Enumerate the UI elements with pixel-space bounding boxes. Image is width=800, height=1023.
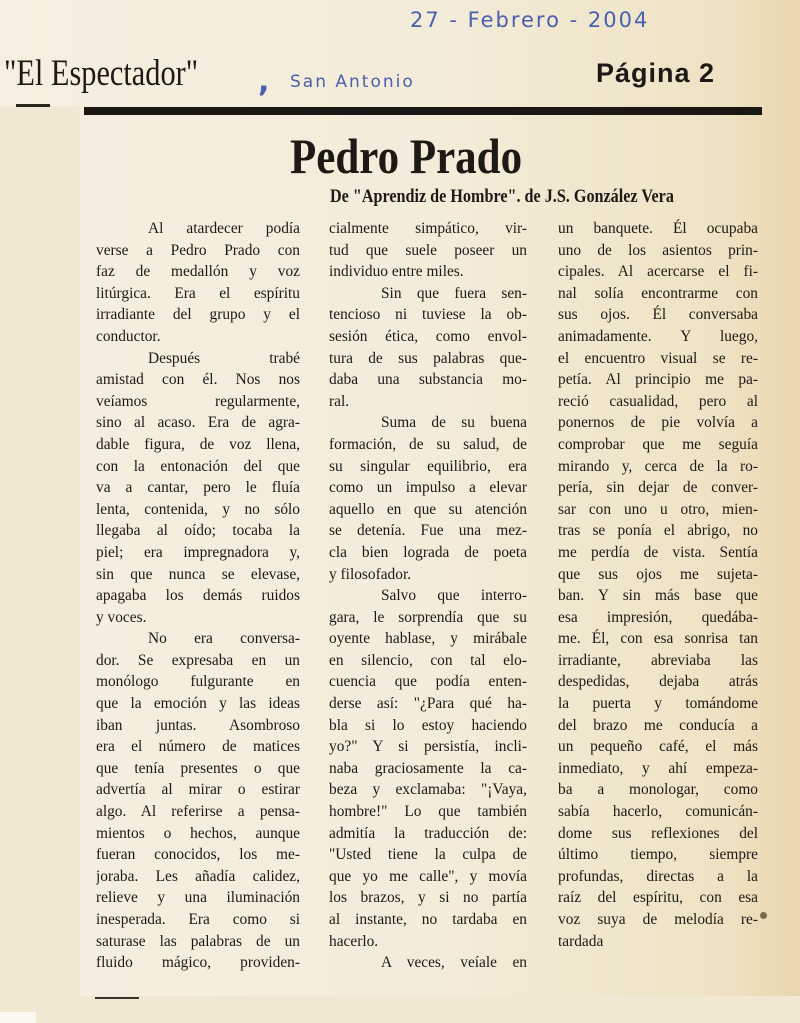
article-line: verse a Pedro Prado con bbox=[96, 241, 300, 259]
article-line: un pequeño café, el más bbox=[558, 738, 758, 756]
article-line: que sus ojos me sujeta- bbox=[558, 565, 758, 583]
article-line: hacerlo. bbox=[329, 932, 379, 950]
article-line: voz suya de melodía re- bbox=[558, 911, 758, 928]
article-line: al instante, no tardaba en bbox=[329, 911, 527, 928]
article-line: Sin que fuera sen- bbox=[381, 284, 527, 302]
article-column-2 bbox=[329, 218, 527, 974]
article-line: A veces, veíale en bbox=[381, 954, 527, 972]
article-line: del brazo me conducía a bbox=[558, 716, 758, 734]
article-line: tras se ponía el abrigo, no bbox=[558, 522, 758, 540]
margin-dash bbox=[16, 104, 50, 107]
article-line: algo. Al referirse a pensa- bbox=[96, 803, 300, 821]
article-line: ral. bbox=[329, 392, 350, 410]
article-line: irradiante del grupo y el bbox=[96, 306, 300, 324]
article-line: como un impulso a elevar bbox=[329, 479, 527, 497]
article-line: uno de los asientos prin- bbox=[558, 241, 758, 259]
article-column-1 bbox=[96, 218, 300, 974]
article-line: nal solía encontrarme con bbox=[558, 284, 758, 302]
article-title: Pedro Prado bbox=[290, 128, 523, 184]
article-line: Suma de su buena bbox=[381, 414, 527, 432]
article-line: sabía hacerlo, comunicán- bbox=[558, 803, 758, 821]
article-line: cuencia que podía enten- bbox=[329, 673, 527, 691]
article-line: tardada bbox=[558, 932, 604, 950]
article-line: fluido mágico, providen- bbox=[96, 954, 300, 972]
article-column-3 bbox=[558, 218, 758, 952]
newspaper-name: "El Espectador" bbox=[4, 53, 199, 94]
article-line: último tiempo, siempre bbox=[558, 846, 758, 864]
article-line: los brazos, y si no partía bbox=[329, 889, 527, 907]
article-byline: De "Aprendiz de Hombre". de J.S. González Vera bbox=[330, 186, 674, 207]
article-line: mientos o hechos, aunque bbox=[96, 824, 300, 842]
article-line: litúrgica. Era el espíritu bbox=[96, 284, 300, 302]
article-line: veíamos regularmente, bbox=[96, 392, 300, 410]
article-line: oyente hablase, y mirábale bbox=[329, 630, 527, 648]
article-line: va a cantar, pero le fluía bbox=[96, 479, 300, 497]
article-line: admitía la traducción de: bbox=[329, 824, 527, 842]
article-line: despedidas, dejaba atrás bbox=[558, 673, 758, 691]
article-line: cipales. Al acercarse el fi- bbox=[558, 263, 758, 281]
handwritten-comma: , bbox=[258, 64, 271, 99]
article-line: Después trabé bbox=[148, 349, 300, 367]
article-line: advertía al mirar o estirar bbox=[96, 781, 300, 799]
article-line: un banquete. Él ocupaba bbox=[558, 220, 758, 237]
article-line: sesión ética, como envol- bbox=[329, 327, 527, 345]
article-line: ban. Y sin más base que bbox=[558, 587, 758, 605]
scan-margin-bottom bbox=[0, 996, 800, 1023]
article-line: gara, le sorprendía que su bbox=[329, 608, 527, 626]
article-line: cialmente simpático, vir- bbox=[329, 220, 527, 237]
article-line: apagaba los demás ruidos bbox=[96, 587, 300, 605]
article-line: mirando y, cerca de la ro- bbox=[558, 457, 758, 475]
article-line: formación, de su salud, de bbox=[329, 435, 527, 453]
article-line: y filosofador. bbox=[329, 565, 412, 583]
article-line: en silencio, con tal elo- bbox=[329, 651, 527, 669]
article-line: yo?" Y si persistía, incli- bbox=[329, 738, 527, 756]
article-line: saturase las palabras de un bbox=[96, 932, 300, 950]
article-line: aquello en que su atención bbox=[329, 500, 527, 518]
article-line: daba una substancia mo- bbox=[329, 371, 527, 389]
article-line: esa impresión, quedába- bbox=[558, 608, 758, 626]
article-line: sino al acaso. Era de agra- bbox=[96, 414, 300, 432]
article-line: su singular equilibrio, era bbox=[329, 457, 527, 475]
article-line: relieve y una iluminación bbox=[96, 889, 300, 907]
article-line: irradiante, abreviaba las bbox=[558, 651, 758, 669]
article-line: bla si lo estoy haciendo bbox=[329, 716, 527, 734]
article-line: fueran conocidos, los me- bbox=[96, 846, 300, 864]
article-line: me perdía de vista. Sentía bbox=[558, 543, 758, 561]
paper-stain bbox=[760, 912, 767, 919]
scan-margin-left bbox=[0, 106, 80, 1023]
article-line: sar con uno u otro, mien- bbox=[558, 500, 758, 518]
article-line: beza y exclamaba: "¡Vaya, bbox=[329, 781, 527, 799]
article-line: petía. Al principio me pa- bbox=[558, 371, 758, 389]
article-line: tura de sus palabras que- bbox=[329, 349, 527, 367]
article-line: piel; era impregnadora y, bbox=[96, 543, 300, 561]
article-line: raíz del espíritu, con esa bbox=[558, 889, 758, 907]
article-line: dable figura, de voz llena, bbox=[96, 435, 300, 453]
article-line: Al atardecer podía bbox=[148, 220, 300, 237]
article-line: con la entonación del que bbox=[96, 457, 300, 475]
article-line: dor. Se expresaba en un bbox=[96, 651, 300, 669]
handwritten-date: 27 - Febrero - 2004 bbox=[410, 8, 650, 32]
article-line: No era conversa- bbox=[148, 630, 300, 648]
article-line: que tenía presentes o que bbox=[96, 759, 300, 777]
article-line: tencioso ni tuviese la ob- bbox=[329, 306, 527, 324]
article-line: ba a monologar, como bbox=[558, 781, 758, 799]
article-line: tud que suele poseer un bbox=[329, 241, 527, 259]
article-line: ponernos de pie volvía a bbox=[558, 414, 758, 432]
article-line: que yo me calle", y movía bbox=[329, 867, 527, 885]
article-line: se detenía. Fue una mez- bbox=[329, 522, 527, 540]
article-line: "Usted tiene la culpa de bbox=[329, 846, 527, 864]
article-line: lenta, contenida, y no sólo bbox=[96, 500, 300, 518]
article-line: hombre!" Lo que también bbox=[329, 803, 527, 821]
article-line: era el número de matices bbox=[96, 738, 300, 756]
article-line: naba graciosamente la ca- bbox=[329, 759, 527, 777]
article-line: que la emoción y las ideas bbox=[96, 695, 300, 713]
article-line: individuo entre miles. bbox=[329, 263, 464, 281]
article-line: reció casualidad, pero al bbox=[558, 392, 758, 410]
article-line: monólogo fulgurante en bbox=[96, 673, 300, 691]
handwritten-place: San Antonio bbox=[290, 72, 415, 92]
article-line: joraba. Les añadía calidez, bbox=[96, 867, 300, 885]
article-line: me. Él, con esa sonrisa tan bbox=[558, 630, 758, 648]
article-line: comprobar que me seguía bbox=[558, 435, 758, 453]
column-end-rule bbox=[95, 997, 139, 999]
article-line: amistad con él. Nos nos bbox=[96, 371, 300, 389]
article-line: animadamente. Y luego, bbox=[558, 327, 758, 345]
scan-corner bbox=[0, 1012, 36, 1023]
article-line: sus ojos. Él conversaba bbox=[558, 306, 758, 324]
article-line: Salvo que interro- bbox=[381, 587, 527, 605]
article-line: pería, sin dejar de conver- bbox=[558, 479, 758, 497]
article-line: y voces. bbox=[96, 608, 147, 626]
article-line: conductor. bbox=[96, 327, 161, 345]
page-number: Página 2 bbox=[596, 58, 716, 88]
article-line: faz de medallón y voz bbox=[96, 263, 300, 281]
article-line: la puerta y tomándome bbox=[558, 695, 758, 713]
article-line: cla bien lograda de poeta bbox=[329, 543, 527, 561]
article-line: profundas, directas a la bbox=[558, 867, 758, 885]
article-line: inesperada. Era como si bbox=[96, 911, 300, 928]
article-line: sin que nunca se elevase, bbox=[96, 565, 300, 583]
article-line: el encuentro visual se re- bbox=[558, 349, 758, 367]
header-rule bbox=[84, 107, 762, 115]
article-line: iban juntas. Asombroso bbox=[96, 716, 300, 734]
article-line: derse así: "¿Para qué ha- bbox=[329, 695, 527, 713]
article-line: llegaba al oído; tocaba la bbox=[96, 522, 300, 540]
article-line: inmediato, y ahí empeza- bbox=[558, 759, 758, 777]
article-line: dome sus reflexiones del bbox=[558, 824, 758, 842]
